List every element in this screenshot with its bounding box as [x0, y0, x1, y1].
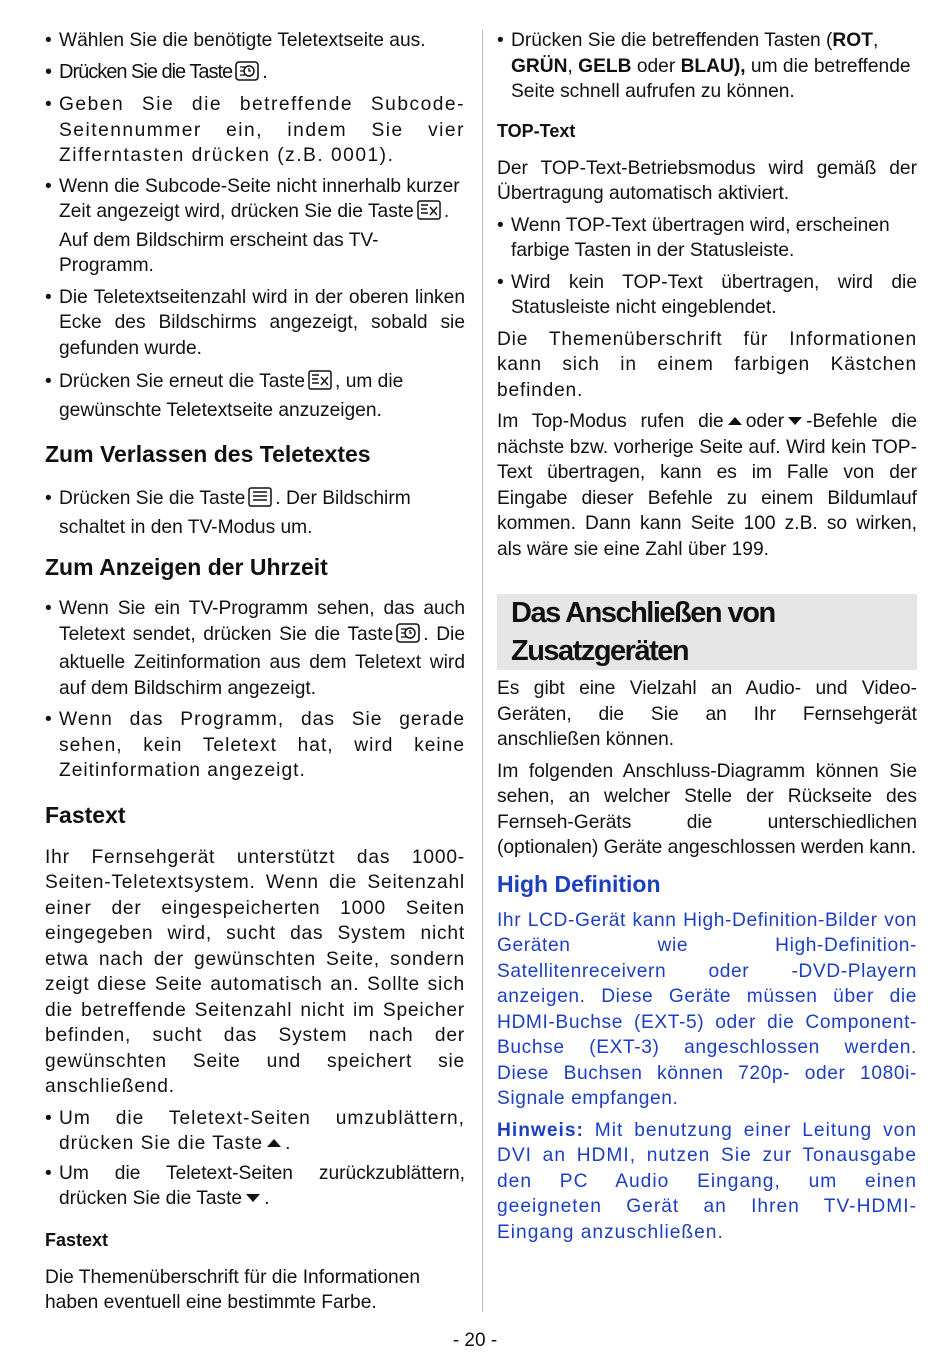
- paragraph-top-1: Der TOP-Text-Betriebsmodus wird gemäß der Übertragung automatisch aktiviert.: [497, 157, 917, 204]
- bullet-color-keys: • Drücken Sie die betreffenden Tasten (ROT, GRÜN, GELB oder BLAU), um die betreffende Seite schnell aufrufen zu können.: [497, 28, 917, 105]
- teletext-time-icon: [396, 623, 420, 651]
- left-column: [45, 0, 465, 1316]
- paragraph-connect-2: Im folgenden Anschluss-Diagramm können Sie sehen, an welcher Stelle der Rückseite des Fernseh-Geräts die unterschiedlichen (optionalen) Geräte angeschlossen werden kann.: [497, 760, 917, 858]
- paragraph-fastext: Ihr Fernsehgerät unterstützt das 1000-Seiten-Teletextsystem. Wenn die Seitenzahl einer der eingespeicherten 1000 Seiten eingegeben wird, sucht das System nicht etwa nach der gewünschten Seite, sondern zeigt diese Seite automatisch an. Sollte sich die betreffende Seitenzahl nicht im Speicher befinden, sucht das System nach der gewünschten Seite und speichert sie anschließend.: [45, 846, 465, 1097]
- bullet-page-number: • Die Teletextseitenzahl wird in der oberen linken Ecke des Bildschirms angezeigt, sobald sie gefunden wurde.: [45, 285, 465, 362]
- section-title-line-2: Zusatzgeräten: [511, 635, 689, 667]
- teletext-exit-icon: [417, 200, 441, 228]
- section-title-line-1: Das Anschließen von: [511, 597, 775, 629]
- bullet-page-back: • Um die Teletext-Seiten zurückzublättern, drücken Sie die Taste .: [45, 1161, 465, 1212]
- bullet-exit: • Drücken Sie die Taste . Der Bildschirm schaltet in den TV-Modus um.: [45, 486, 465, 540]
- teletext-exit-icon: [308, 370, 332, 398]
- bullet-press-key: • Drücken Sie die Taste .: [45, 60, 465, 89]
- triangle-up-icon: [728, 417, 742, 425]
- paragraph-top-3: Im Top-Modus rufen die oder -Befehle die nächste bzw. vorherige Seite auf. Wird kein TOP-Text übertragen, kann es im Falle von der Eingabe dieser Befehle zu einem Bildumlauf kommen. Dann kann Seite 100 z.B. so wirken, als wäre sie eine Zahl über 199.: [497, 411, 918, 560]
- teletext-icon: [248, 487, 272, 515]
- heading-show-time: Zum Anzeigen der Uhrzeit: [45, 554, 328, 580]
- teletext-time-icon: [235, 61, 259, 89]
- bullet-no-top-text: • Wird kein TOP-Text übertragen, wird die Statusleiste nicht eingeblendet.: [497, 270, 917, 321]
- triangle-up-icon: [267, 1139, 281, 1147]
- bullet-time-info: • Wenn Sie ein TV-Programm sehen, das auch Teletext sendet, drücken Sie die Taste . Die aktuelle Zeitinformation aus dem Teletext wird auf dem Bildschirm angezeigt.: [45, 596, 465, 701]
- paragraph-top-2: Die Themenüberschrift für Informationen kann sich in einem farbigen Kästchen befinden.: [497, 328, 917, 401]
- bullet-subcode: • Geben Sie die betreffende Subcode-Seitennummer ein, indem Sie vier Zifferntasten drücken (z.B. 0001).: [45, 92, 465, 169]
- column-divider: [482, 30, 483, 1312]
- heading-fastext-2: Fastext: [45, 1229, 109, 1250]
- paragraph-connect-1: Es gibt eine Vielzahl an Audio- und Video-Geräten, die Sie an Ihr Fernsehgerät anschließen können.: [497, 678, 917, 750]
- bullet-subcode-timeout: • Wenn die Subcode-Seite nicht innerhalb kurzer Zeit angezeigt wird, drücken Sie die Taste . Auf dem Bildschirm erscheint das TV-Programm.: [45, 174, 465, 279]
- right-column: [497, 0, 917, 1245]
- bullet-page-forward: • Um die Teletext-Seiten umzublättern, drücken Sie die Taste .: [45, 1106, 465, 1157]
- heading-exit-teletext: Zum Verlassen des Teletextes: [45, 441, 371, 467]
- triangle-down-icon: [788, 417, 802, 425]
- bullet-top-colored-keys: • Wenn TOP-Text übertragen wird, erscheinen farbige Tasten in der Statusleiste.: [497, 213, 917, 264]
- heading-top-text: TOP-Text: [497, 120, 576, 141]
- triangle-down-icon: [246, 1194, 260, 1202]
- paragraph-fastext-2: Die Themenüberschrift für die Informationen haben eventuell eine bestimmte Farbe.: [45, 1266, 421, 1313]
- heading-fastext: Fastext: [45, 801, 126, 828]
- paragraph-high-definition: Ihr LCD-Gerät kann High-Definition-Bilder von Geräten wie High-Definition-Satellitenreceivern oder -DVD-Playern anzeigen. Diese Geräte müssen über die HDMI-Buchse (EXT-5) oder die Component-Buchse (EXT-3) angeschlossen werden. Diese Buchsen können 720p- oder 1080i-Signale empfangen.: [497, 909, 917, 1109]
- page-number: - 20 -: [452, 1330, 498, 1351]
- bullet-select-page: • Wählen Sie die benötigte Teletextseite aus.: [45, 28, 465, 54]
- section-header-box: [497, 594, 917, 670]
- bullet-press-again: • Drücken Sie erneut die Taste , um die gewünschte Teletextseite anzuzeigen.: [45, 369, 465, 423]
- bullet-no-teletext: • Wenn das Programm, das Sie gerade sehen, kein Teletext hat, wird keine Zeitinformation angezeigt.: [45, 707, 465, 784]
- heading-high-definition: High Definition: [497, 870, 661, 897]
- hinweis-label: Hinweis:: [497, 1119, 584, 1141]
- paragraph-hinweis: Hinweis: Mit benutzung einer Leitung von DVI an HDMI, nutzen Sie zur Tonausgabe den PC Audio Eingang, um einen geeigneten Gerät an Ihren TV-HDMI-Eingang anzuschließen.: [497, 1119, 917, 1243]
